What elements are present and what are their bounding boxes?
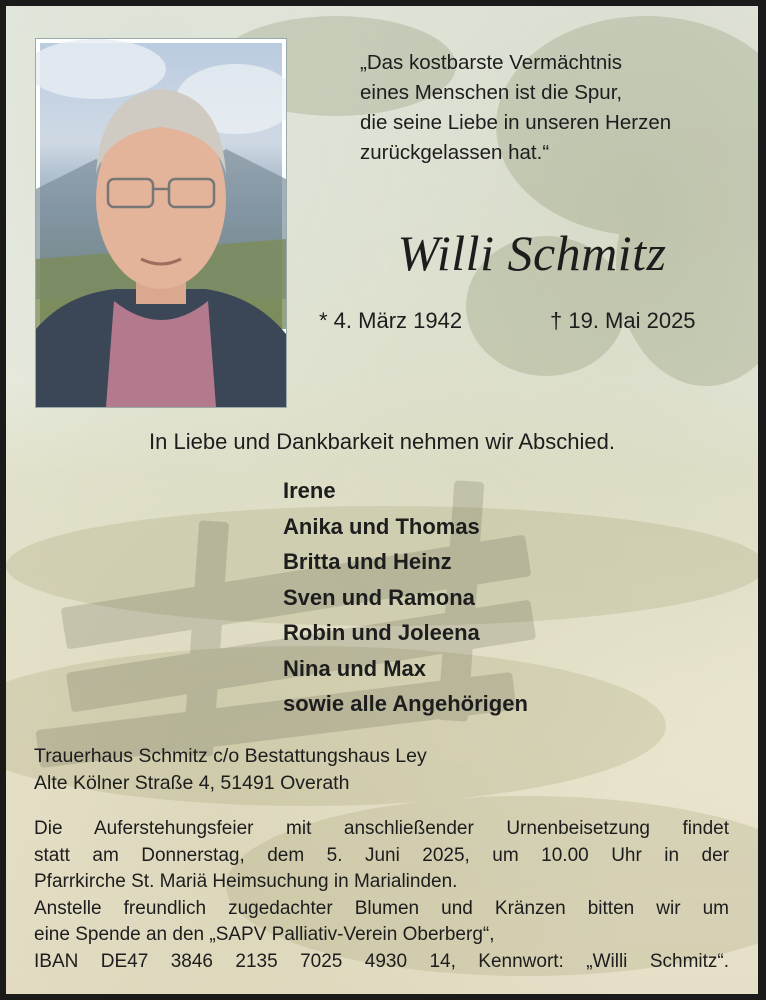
birth-date: * 4. März 1942 [319,308,463,333]
address-line: Trauerhaus Schmitz c/o Bestattungshaus Ley [34,745,427,767]
memorial-quote [360,48,755,168]
mourner-item: Sven und Ramona [283,584,475,610]
farewell-text: In Liebe und Dankbarkeit nehmen wir Abschied. [149,429,615,454]
notice-line: statt am Donnerstag, dem 5. Juni 2025, um 10.00 Uhr in der [34,844,729,866]
mourner-item: Robin und Joleena [283,620,480,645]
notice-line: Pfarrkirche St. Mariä Heimsuchung in Marialinden. [34,871,458,892]
mourner-item: Nina und Max [283,655,427,681]
death-date: † 19. Mai 2025 [550,308,696,333]
mourner-item: Irene [283,478,336,503]
quote-line: zurückgelassen hat.“ [360,141,550,164]
service-notice [34,816,729,975]
quote-line: „Das kostbarste Vermächtnis [360,51,623,74]
quote-line: eines Menschen ist die Spur, [360,81,623,104]
mourner-item: Britta und Heinz [283,549,452,574]
mourning-house-address [34,743,734,797]
portrait-illustration [36,39,286,407]
obituary-notice [6,6,758,994]
notice-line: IBAN DE47 3846 2135 7025 4930 14, Kennwort: „Willi Schmitz“. [34,950,729,972]
mourners-list [283,473,703,722]
mourner-item: Anika und Thomas [283,513,480,539]
address-line: Alte Kölner Straße 4, 51491 Overath [34,772,350,794]
portrait-photo [35,38,287,408]
mourner-item: sowie alle Angehörigen [283,691,528,716]
notice-line: Die Auferstehungsfeier mit anschließender Urnenbeisetzung findet [34,818,729,839]
deceased-name: Willi Schmitz [397,225,667,281]
notice-line: eine Spende an den „SAPV Palliativ-Verein Oberberg“, [34,924,495,945]
notice-line: Anstelle freundlich zugedachter Blumen und Kränzen bitten wir um [34,897,729,919]
quote-line: die seine Liebe in unseren Herzen [360,111,672,134]
